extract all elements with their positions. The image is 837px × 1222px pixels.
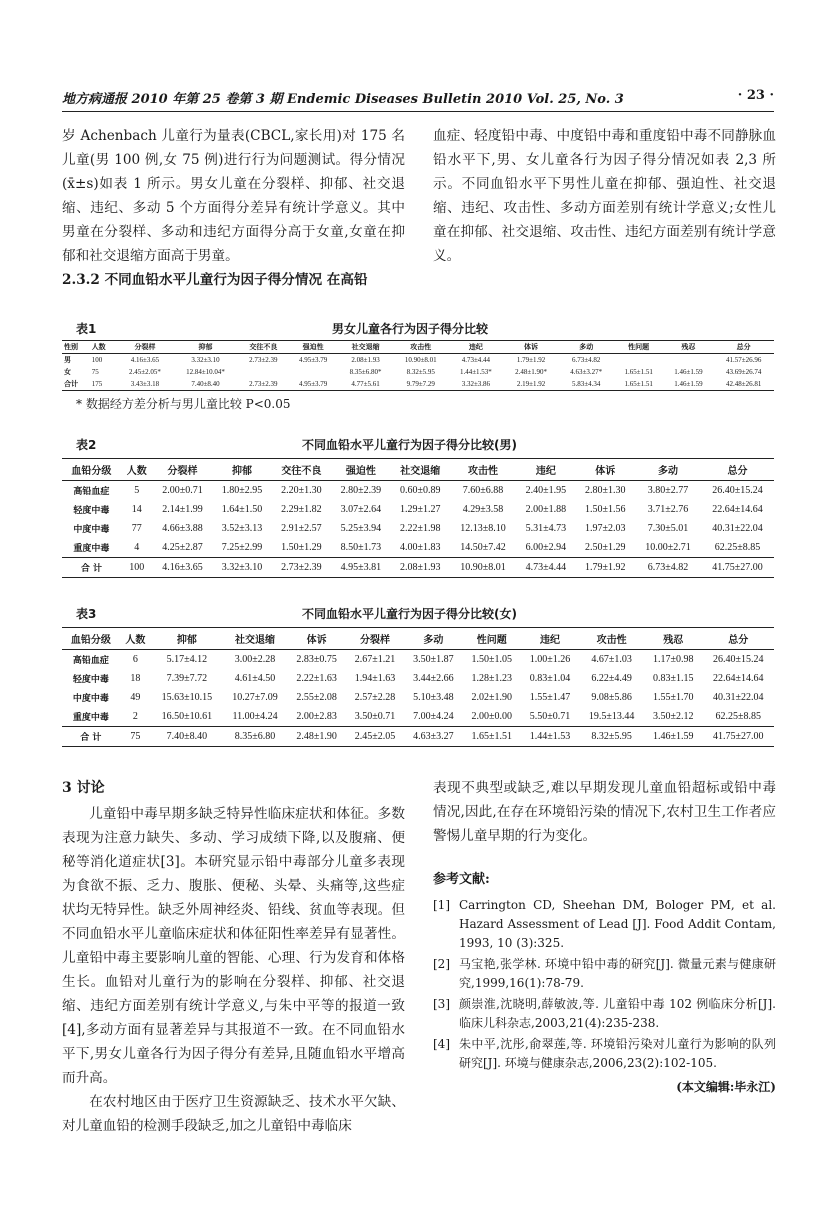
table-3-total-cell: 2.45±2.05: [354, 731, 396, 742]
table-2-cell: 2.50±1.29: [585, 542, 626, 553]
table-3-cell: 3.44±2.66: [413, 673, 454, 684]
table-2-header-cell: 血铅分级: [71, 466, 112, 477]
reference-number: [1]: [433, 898, 450, 912]
table-1-cell: 3.43±3.18: [130, 380, 160, 388]
references-list: [433, 896, 776, 1073]
table-2-cell: 3.52±3.13: [221, 523, 263, 534]
table-3-title: 不同血铅水平儿童行为因子得分比较(女): [302, 607, 517, 621]
table-total-row: [62, 558, 774, 578]
table-3-cell: 4.67±1.03: [591, 654, 632, 665]
table-2-total-cell: 3.32±3.10: [221, 562, 263, 573]
table-row: [62, 669, 774, 688]
table-1-cell: 175: [91, 380, 103, 388]
table-1-cell: [664, 354, 714, 367]
discussion-heading: 3 讨论: [62, 780, 105, 796]
table-3-total-cell: 8.35±6.80: [234, 731, 276, 742]
table-total-row: [62, 727, 774, 747]
table-3-cell: 40.31±22.04: [712, 692, 764, 703]
table-2-title: 不同血铅水平儿童行为因子得分比较(男): [302, 438, 517, 452]
table-1-cell: 4.73±4.44: [461, 356, 491, 364]
table-3-total-cell: 41.75±27.00: [712, 731, 764, 742]
table-2-total-cell: 41.75±27.00: [712, 562, 763, 573]
table-2-cell: 3.80±2.77: [647, 485, 689, 496]
table-3-cell: 4.61±4.50: [234, 673, 276, 684]
table-1-cell: 1.46±1.59: [674, 380, 703, 388]
table-1-header-cell: 强迫性: [302, 343, 324, 351]
table-3-cell: 3.50±2.12: [653, 711, 694, 722]
page-number: · 23 ·: [737, 88, 774, 103]
table-1-cell: 100: [91, 356, 103, 364]
table-3-cell: 7.00±4.24: [413, 711, 454, 722]
table-3-cell: 22.64±14.64: [712, 673, 764, 684]
journal-header: 地方病通报 2010 年第 25 卷第 3 期 Endemic Diseases Bulletin 2010 Vol. 25, No. 3: [62, 92, 624, 107]
table-3-cell: 5.50±0.71: [529, 711, 571, 722]
table-1-cell: 42.48±26.81: [725, 380, 762, 388]
references-heading: 参考文献:: [433, 872, 490, 887]
table-3-total-cell: 合 计: [80, 733, 102, 743]
table-2-cell: 2.80±2.39: [340, 485, 382, 496]
table-1-cell: 2.73±2.39: [249, 356, 278, 364]
table-3-total-cell: 1.46±1.59: [653, 731, 694, 742]
reference-number: [3]: [433, 997, 450, 1011]
discussion-continued-column: [433, 776, 776, 1099]
discussion-column: [62, 776, 405, 1138]
table-3-cell: 1.94±1.63: [354, 673, 396, 684]
table-1-cell: 5.83±4.34: [572, 380, 601, 388]
table-2-total-cell: 合 计: [80, 564, 102, 574]
table-2-header-cell: 社交退缩: [400, 466, 441, 477]
table-3-header-cell: 抑郁: [176, 635, 197, 646]
table-2-total-cell: 2.08±1.93: [400, 562, 441, 573]
table-3-cell: 2.55±2.08: [296, 692, 337, 703]
table-3-cell: 19.5±13.44: [588, 711, 635, 722]
table-1-cell: [614, 354, 664, 367]
table-2-cell: 62.25±8.85: [714, 542, 761, 553]
table-row: [62, 538, 774, 558]
table-3-cell: 11.00±4.24: [232, 711, 278, 722]
table-2-cell: 4: [134, 542, 140, 553]
table-3-cell: 2.02±1.90: [471, 692, 512, 703]
table-3-cell: 16.50±10.61: [161, 711, 213, 722]
table-2-cell: 1.50±1.29: [281, 542, 322, 553]
table-2-cell: 1.50±1.56: [585, 504, 626, 515]
table-2-header-cell: 总分: [727, 466, 748, 477]
table-3-cell: 高铅血症: [72, 656, 109, 666]
table-1-header-cell: 总分: [736, 343, 751, 351]
table-2-cell: 4.00±1.83: [400, 542, 441, 553]
table-2-cell: 轻度中毒: [73, 506, 110, 516]
table-3-total-cell: 7.40±8.40: [166, 731, 208, 742]
table-1-cell: 2.08±1.93: [351, 356, 380, 364]
table-3-cell: 15.63±10.15: [161, 692, 213, 703]
table-3-cell: 2.67±1.21: [354, 654, 396, 665]
table-row: [62, 366, 774, 378]
table-2-cell: 4.29±3.58: [462, 504, 504, 515]
table-3-cell: 2.00±2.83: [296, 711, 337, 722]
table-3-cell: 6.22±4.49: [591, 673, 632, 684]
table-1-cell: 1.46±1.59: [674, 368, 703, 376]
table-3-header-cell: 攻击性: [596, 635, 627, 646]
table-2-cell: 高铅血症: [73, 487, 110, 497]
table-1-cell: 9.79±7.29: [406, 380, 435, 388]
table-1-header-cell: 残忍: [681, 343, 696, 351]
table-3-cell: 6: [132, 654, 138, 665]
table-1-cell: [238, 366, 288, 378]
table-1-header-cell: 攻击性: [410, 343, 432, 351]
table-2-cell: 2.20±1.30: [281, 485, 322, 496]
table-3-cell: 10.27±7.09: [232, 692, 278, 703]
table-3-label: 表3: [76, 607, 97, 621]
table-3-cell: 1.17±0.98: [653, 654, 694, 665]
table-3-cell: 5.17±4.12: [166, 654, 208, 665]
table-2-cell: 0.60±0.89: [400, 485, 441, 496]
table-3-header-cell: 体诉: [306, 635, 327, 646]
table-3-total-cell: 8.32±5.95: [591, 731, 632, 742]
table-2: [62, 434, 774, 578]
table-2-cell: 4.66±3.88: [162, 523, 203, 534]
reference-item: [433, 1035, 776, 1073]
editor-note: (本文编辑:毕永江): [676, 1080, 776, 1094]
table-1-grid: [62, 340, 774, 391]
discussion-paragraph-2: 在农村地区由于医疗卫生资源缺乏、技术水平欠缺、对儿童血铅的检测手段缺乏,加之儿童铅中毒临床: [62, 1094, 405, 1134]
table-2-cell: 5.31±4.73: [525, 523, 567, 534]
table-1-cell: 6.73±4.82: [572, 356, 601, 364]
table-3-header-cell: 血铅分级: [70, 635, 111, 646]
table-2-cell: 2.80±1.30: [585, 485, 626, 496]
reference-item: [433, 955, 776, 993]
table-1-cell: 12.84±10.04*: [186, 368, 225, 376]
reference-number: [4]: [433, 1037, 450, 1051]
running-header: [62, 88, 774, 107]
table-3-cell: 2.83±0.75: [296, 654, 337, 665]
table-3-header-cell: 性问题: [476, 635, 507, 646]
table-3-header-cell: 残忍: [663, 635, 684, 646]
table-2-total-cell: 4.16±3.65: [162, 562, 203, 573]
table-2-header-cell: 体诉: [595, 466, 616, 477]
table-3-header-cell: 多动: [423, 635, 444, 646]
table-row: [62, 481, 774, 501]
table-2-cell: 2.40±1.95: [525, 485, 567, 496]
table-1-cell: 2.19±1.92: [516, 380, 546, 388]
table-3-header-cell: 违纪: [540, 635, 561, 646]
table-2-cell: 2.29±1.82: [281, 504, 322, 515]
table-1-header-cell: 抑郁: [198, 343, 213, 351]
table-1-header-cell: 交往不良: [249, 343, 278, 351]
table-3-cell: 26.40±15.24: [712, 654, 764, 665]
table-2-cell: 3.71±2.76: [647, 504, 689, 515]
table-3-cell: 1.28±1.23: [471, 673, 512, 684]
table-3-cell: 0.83±1.15: [653, 673, 694, 684]
table-1-cell: 8.32±5.95: [406, 368, 435, 376]
table-2-label: 表2: [76, 438, 97, 452]
table-2-header-cell: 人数: [126, 466, 147, 477]
table-3-header-cell: 分裂样: [360, 635, 391, 646]
table-3-header-cell: 社交退缩: [235, 635, 276, 646]
table-3-cell: 2: [132, 711, 138, 722]
table-2-cell: 5.25±3.94: [340, 523, 382, 534]
table-3-cell: 2.00±0.00: [471, 711, 512, 722]
table-3-cell: 2.22±1.63: [296, 673, 337, 684]
table-2-total-cell: 6.73±4.82: [647, 562, 689, 573]
table-3-cell: 重度中毒: [72, 713, 109, 723]
reference-text: 朱中平,沈彤,俞翠莲,等. 环境铅污染对儿童行为影响的队列研究[J]. 环境与健康杂志,2006,23(2):102-105.: [459, 1037, 776, 1070]
table-2-cell: 12.13±8.10: [460, 523, 506, 534]
table-2-total-cell: 10.90±8.01: [460, 562, 506, 573]
table-2-cell: 中度中毒: [73, 525, 110, 535]
table-3-cell: 18: [130, 673, 141, 684]
table-1-cell: 1.79±1.92: [516, 356, 546, 364]
table-1-header-cell: 分裂样: [134, 343, 156, 351]
table-1-cell: 1.65±1.51: [624, 368, 653, 376]
table-3-cell: 5.10±3.48: [413, 692, 454, 703]
table-2-cell: 3.07±2.64: [340, 504, 382, 515]
table-3-cell: 3.50±0.71: [354, 711, 396, 722]
table-2-cell: 7.30±5.01: [647, 523, 689, 534]
table-1-cell: 4.63±3.27*: [570, 368, 603, 376]
table-2-cell: 22.64±14.64: [712, 504, 763, 515]
table-row: [62, 707, 774, 727]
table-3-cell: 2.57±2.28: [354, 692, 396, 703]
table-2-cell: 2.91±2.57: [281, 523, 322, 534]
table-3-total-cell: 1.44±1.53: [529, 731, 571, 742]
table-2-cell: 1.80±2.95: [221, 485, 263, 496]
table-2-cell: 2.00±1.88: [525, 504, 567, 515]
reference-text: Carrington CD, Sheehan DM, Bologer PM, et al. Hazard Assessment of Lead [J]. Food Addit Contam, 1993, 10 (3):325.: [459, 898, 776, 950]
discussion-continued: 表现不典型或缺乏,难以早期发现儿童血铅超标或铅中毒情况,因此,在存在环境铅污染的情况下,农村卫生工作者应警惕儿童早期的行为变化。: [433, 780, 776, 844]
top-right-column: [433, 124, 776, 268]
table-2-header-cell: 分裂样: [167, 466, 198, 477]
table-2-header-cell: 多动: [658, 466, 679, 477]
reference-text: 马宝艳,张学林. 环境中铅中毒的研究[J]. 微量元素与健康研究,1999,16(1):78-79.: [459, 957, 776, 990]
table-3-cell: 62.25±8.85: [715, 711, 761, 722]
table-2-header-cell: 交往不良: [281, 466, 322, 477]
table-1-header-cell: 体诉: [524, 343, 539, 351]
table-2-cell: 5: [134, 485, 140, 496]
table-2-cell: 10.00±2.71: [645, 542, 691, 553]
table-1-title: 男女儿童各行为因子得分比较: [332, 322, 489, 336]
table-1-cell: 2.73±2.39: [249, 380, 278, 388]
table-1-cell: 1.65±1.51: [624, 380, 653, 388]
table-3-cell: 0.83±1.04: [529, 673, 571, 684]
table-2-cell: 14: [131, 504, 142, 515]
table-2-cell: 1.29±1.27: [400, 504, 441, 515]
reference-item: [433, 896, 776, 953]
table-1-cell: 3.32±3.86: [461, 380, 491, 388]
table-1-header-cell: 社交退缩: [351, 343, 380, 351]
table-3-cell: 7.39±7.72: [166, 673, 208, 684]
table-2-cell: 77: [131, 523, 142, 534]
table-1-note: * 数据经方差分析与男儿童比较 P<0.05: [76, 397, 291, 411]
table-2-cell: 2.00±0.71: [162, 485, 203, 496]
table-1-cell: [288, 366, 338, 378]
table-1-cell: 合计: [64, 380, 78, 388]
table-1-header-cell: 违纪: [468, 343, 483, 351]
results-paragraph-right: 血症、轻度铅中毒、中度铅中毒和重度铅中毒不同静脉血铅水平下,男、女儿童各行为因子得分情况如表 2,3 所示。不同血铅水平下男性儿童在抑郁、强迫性、社交退缩、违纪、攻击性、多动方面差别有统计学意义;女性儿童在抑郁、社交退缩、攻击性、违纪方面差别有统计学意义。: [433, 128, 776, 264]
table-3: [62, 603, 774, 747]
table-3-total-cell: 1.65±1.51: [471, 731, 512, 742]
table-1: [62, 318, 774, 412]
table-2-total-cell: 100: [129, 562, 145, 573]
table-2-cell: 4.25±2.87: [162, 542, 203, 553]
reference-number: [2]: [433, 957, 450, 971]
table-2-cell: 14.50±7.42: [460, 542, 506, 553]
table-3-total-cell: 4.63±3.27: [413, 731, 454, 742]
table-2-cell: 6.00±2.94: [525, 542, 567, 553]
table-3-cell: 中度中毒: [72, 694, 109, 704]
table-2-total-cell: 4.95±3.81: [340, 562, 382, 573]
table-2-caption: [62, 434, 774, 458]
table-1-header-cell: 人数: [91, 343, 106, 351]
table-3-grid: [62, 627, 774, 747]
table-1-cell: 4.16±3.65: [130, 356, 160, 364]
table-3-total-cell: 75: [130, 731, 141, 742]
table-2-cell: 40.31±22.04: [712, 523, 763, 534]
table-3-cell: 1.55±1.70: [653, 692, 694, 703]
table-1-cell: 2.48±1.90*: [515, 368, 547, 376]
table-2-cell: 2.14±1.99: [162, 504, 203, 515]
table-1-cell: 4.95±3.79: [298, 380, 328, 388]
table-2-header-cell: 强迫性: [345, 466, 376, 477]
table-1-cell: 8.35±6.80*: [349, 368, 382, 376]
table-2-cell: 8.50±1.73: [340, 542, 382, 553]
table-row: [62, 500, 774, 519]
table-1-header-cell: 性别: [64, 343, 78, 351]
table-1-cell: 10.90±8.01: [404, 356, 437, 364]
table-1-cell: 4.77±5.61: [351, 380, 380, 388]
section-heading-2-3-2: 2.3.2 不同血铅水平儿童行为因子得分情况 在高铅: [62, 272, 368, 288]
table-2-cell: 重度中毒: [73, 544, 110, 554]
table-3-total-cell: 2.48±1.90: [296, 731, 337, 742]
table-3-cell: 轻度中毒: [72, 675, 109, 685]
table-2-cell: 7.25±2.99: [221, 542, 263, 553]
table-3-cell: 49: [130, 692, 141, 703]
table-3-cell: 3.00±2.28: [234, 654, 276, 665]
top-left-column: [62, 124, 405, 292]
table-2-grid: [62, 458, 774, 578]
table-1-cell: 4.95±3.79: [298, 356, 328, 364]
table-3-cell: 9.08±5.86: [591, 692, 632, 703]
table-2-cell: 1.97±2.03: [585, 523, 626, 534]
table-1-header-cell: 性问题: [628, 343, 650, 351]
table-2-total-cell: 4.73±4.44: [525, 562, 567, 573]
table-row: [62, 354, 774, 367]
table-3-cell: 3.50±1.87: [413, 654, 454, 665]
table-2-cell: 26.40±15.24: [712, 485, 763, 496]
table-3-cell: 1.50±1.05: [471, 654, 512, 665]
table-1-header-cell: 多动: [579, 343, 594, 351]
table-1-cell: 7.40±8.40: [191, 380, 220, 388]
table-row: [62, 378, 774, 391]
table-2-header-cell: 违纪: [535, 466, 556, 477]
table-1-caption: [62, 318, 774, 340]
table-2-cell: 1.64±1.50: [221, 504, 263, 515]
table-row: [62, 650, 774, 670]
discussion-paragraph-1: 儿童铅中毒早期多缺乏特异性临床症状和体征。多数表现为注意力缺失、多动、学习成绩下降,以及腹痛、便秘等消化道症状[3]。本研究显示铅中毒部分儿童多表现为食欲不振、乏力、腹胀、便秘、头晕、头痛等,这些症状均无特异性。缺乏外周神经炎、铅线、贫血等表现。但不同血铅水平儿童临床症状和体征阳性率差异有显著性。儿童铅中毒主要影响儿童的智能、心理、行为发育和体格生长。血铅对儿童行为的影响在分裂样、抑郁、社交退缩、违纪方面差别有统计学意义,与朱中平等的报道一致[4],多动方面有显著差异与其报道不一致。在不同血铅水平下,男女儿童各行为因子得分有差异,且随血铅水平增高而升高。: [62, 806, 405, 1086]
table-row: [62, 688, 774, 707]
table-1-cell: 43.69±26.74: [725, 368, 762, 376]
table-3-cell: 1.55±1.47: [529, 692, 571, 703]
table-2-header-cell: 抑郁: [231, 466, 252, 477]
table-1-cell: 女: [64, 368, 71, 376]
table-3-cell: 1.00±1.26: [529, 654, 571, 665]
table-2-total-cell: 2.73±2.39: [281, 562, 322, 573]
table-1-cell: 41.57±26.96: [725, 356, 762, 364]
reference-item: [433, 995, 776, 1033]
table-3-header-cell: 总分: [728, 635, 749, 646]
table-2-header-cell: 攻击性: [468, 466, 499, 477]
table-1-cell: 男: [64, 356, 71, 364]
table-3-caption: [62, 603, 774, 627]
table-1-cell: 75: [91, 368, 99, 376]
table-2-cell: 7.60±6.88: [462, 485, 504, 496]
results-paragraph: 岁 Achenbach 儿童行为量表(CBCL,家长用)对 175 名儿童(男 100 例,女 75 例)进行行为问题测试。得分情况(x̄±s)如表 1 所示。男女儿童在分裂样、抑郁、社交退缩、违纪、多动 5 个方面得分差异有统计学意义。其中男童在分裂样、多动和违纪方面得分高于女童,女童在抑郁和社交退缩方面高于男童。: [62, 128, 405, 264]
header-rule: [62, 111, 774, 112]
table-1-cell: 2.45±2.05*: [129, 368, 161, 376]
table-1-cell: 3.32±3.10: [191, 356, 220, 364]
table-row: [62, 519, 774, 538]
table-3-header-cell: 人数: [125, 635, 146, 646]
reference-text: 颜崇淮,沈晓明,薛敏波,等. 儿童铅中毒 102 例临床分析[J]. 临床儿科杂志,2003,21(4):235-238.: [459, 997, 776, 1030]
table-1-cell: 1.44±1.53*: [459, 368, 492, 376]
table-2-total-cell: 1.79±1.92: [585, 562, 626, 573]
table-1-label: 表1: [76, 322, 97, 336]
table-2-cell: 2.22±1.98: [400, 523, 441, 534]
